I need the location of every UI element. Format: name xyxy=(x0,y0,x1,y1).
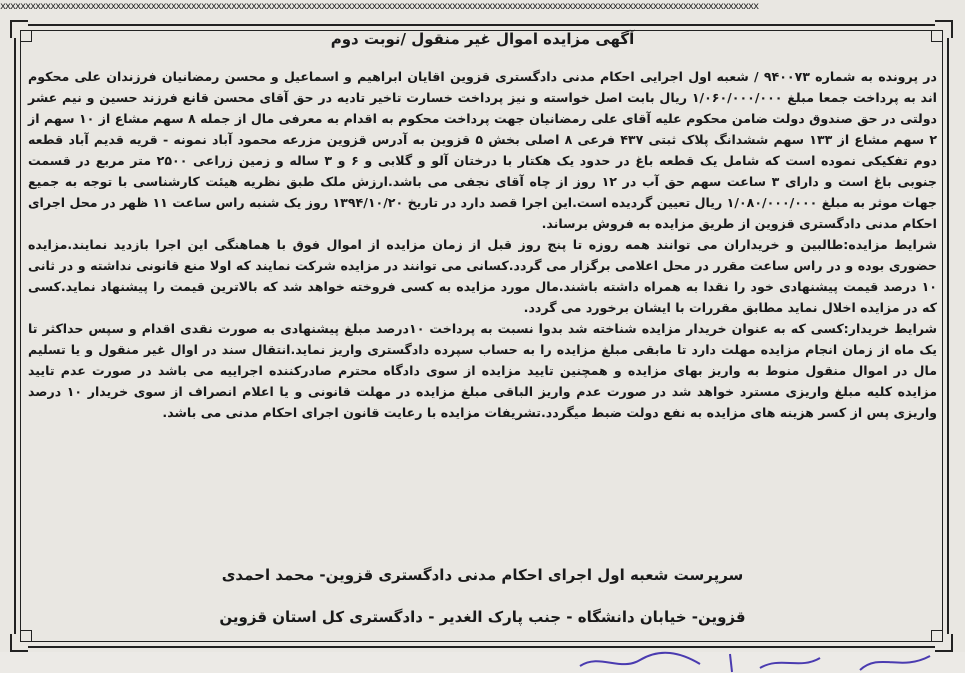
handwriting-mark xyxy=(560,648,960,673)
buyer-conditions-paragraph: شرایط خریدار:کسی که به عنوان خریدار مزایده شناخته شد بدوا نسبت به پرداخت ۱۰درصد مبلغ پیشنهادی به صورت نقدی اقدام و سپس حداکثر تا یک ماه از زمان انجام مزایده مهلت دارد تا مابقی مبلغ مزایده را به حساب سپرده دادگستری واریز نماید.انتقال سند در اوال غیر منقول و یا تسلیم مال در اموال منقول منوط به واریز بهای مزایده و همچنین تایید مزایده از سوی دادگاه محترم صادرکننده اجراییه می باشد در صورت عدم تایید مزایده کلیه مبلغ واریزی مسترد خواهد شد در صورت عدم واریز الباقی مبلغ مزایده در مهلت قانونی و یا اعلام انصراف از سوی خریدار ۱۰ درصد واریزی پس از کسر هزینه های مزایده به نفع دولت ضبط میگردد.تشریفات مزایده با رعایت قانون اجرای احکام مدنی می باشد. xyxy=(28,321,938,420)
notice-body xyxy=(28,66,937,423)
notice-title: آگهی مزایده اموال غیر منقول /نوبت دوم xyxy=(330,30,635,48)
address-line: قزوین- خیابان دانشگاه - جنب پارک الغدیر - دادگستری کل استان قزوین xyxy=(219,608,746,626)
corner-ornament-bottom-right xyxy=(931,630,943,642)
auction-details-paragraph: در پرونده به شماره ۹۴۰۰۷۳ / شعبه اول اجرایی احکام مدنی دادگستری قزوین اقایان ابراهیم و اسماعیل و محسن رمضانیان فرزندان علی محکوم اند به پرداخت جمعا مبلغ ۱/۰۶۰/۰۰۰/۰۰۰ ریال بابت اصل خواسته و نیز پرداخت خسارت تاخیر تادیه در حق آقای محسن قانع فرزند حسین و نیم عشر دولتی در حق صندوق دولت ضامن محکوم علیه آقای علی رمضانیان جهت پرداخت محکوم به اقدام به معرفی مال از جمله ۸ سهم مشاع از ۱۰ سهم از ۲ سهم مشاع از ۱۳۳ سهم ششدانگ پلاک ثبتی ۴۳۷ فرعی ۸ اصلی بخش ۵ قزوین به آدرس قزوین مزرعه محمود آباد نمونه - قریه قدیم آباد قطعه دوم تفکیکی نموده است که شامل یک قطعه باغ در حدود یک هکتار با درختان آلو و گلابی و ۶ و ۳ ساله و زمین زراعی ۲۵۰۰ متر مربع در قسمت جنوبی باغ است و دارای ۳ ساعت سهم حق آب در ۱۲ روز از چاه آقای نجفی می باشد.ارزش ملک طبق نظریه هیئت کارشناسی با توجه به جمیع جهات موثر به مبلغ ۱/۰۸۰/۰۰۰/۰۰۰ ریال تعیین گردیده است.این اجرا قصد دارد در تاریخ ۱۳۹۴/۱۰/۲۰ روز یک شنبه راس ساعت ۱۱ ظهر در محل اجرای احکام مدنی دادگستری قزوین از طریق مزایده به فروش برساند. xyxy=(28,69,938,231)
auction-conditions-paragraph: شرایط مزایده:طالبین و خریداران می توانند همه روزه تا پنج روز قبل از زمان مزایده از اموال فوق با هماهنگی این اجرا بازدید نمایند.مزایده حضوری بوده و در راس ساعت مقرر در محل اعلامی برگزار می گردد.کسانی می توانند در مزایده شرکت نمایند که اولا منع قانونی نداشته و در ثانی ۱۰ درصد قیمت پیشنهادی خود را نقدا به همراه داشته باشند.مال مورد مزایده به کسی فروخته خواهد شد که بالاترین قیمت را پیشنهاد نماید.کسی که در مزایده اخلال نماید مطابق مقررات با ایشان برخورد می گردد. xyxy=(28,237,937,315)
signature-line: سرپرست شعبه اول اجرای احکام مدنی دادگستری قزوین- محمد احمدی xyxy=(221,566,744,584)
top-decorative-border: xxxxxxxxxxxxxxxxxxxxxxxxxxxxxxxxxxxxxxxxxxxxxxxxxxxxxxxxxxxxxxxxxxxxxxxxxxxxxxxxxxxxxxxxxxxxxxxxxxxxxxxxxxxxxxxxxxxxxxxxxxxxxxxxxxxxxxxxxxxxxxxxxxxxxxx xyxy=(0,2,759,12)
corner-ornament-bottom-left xyxy=(20,630,32,642)
